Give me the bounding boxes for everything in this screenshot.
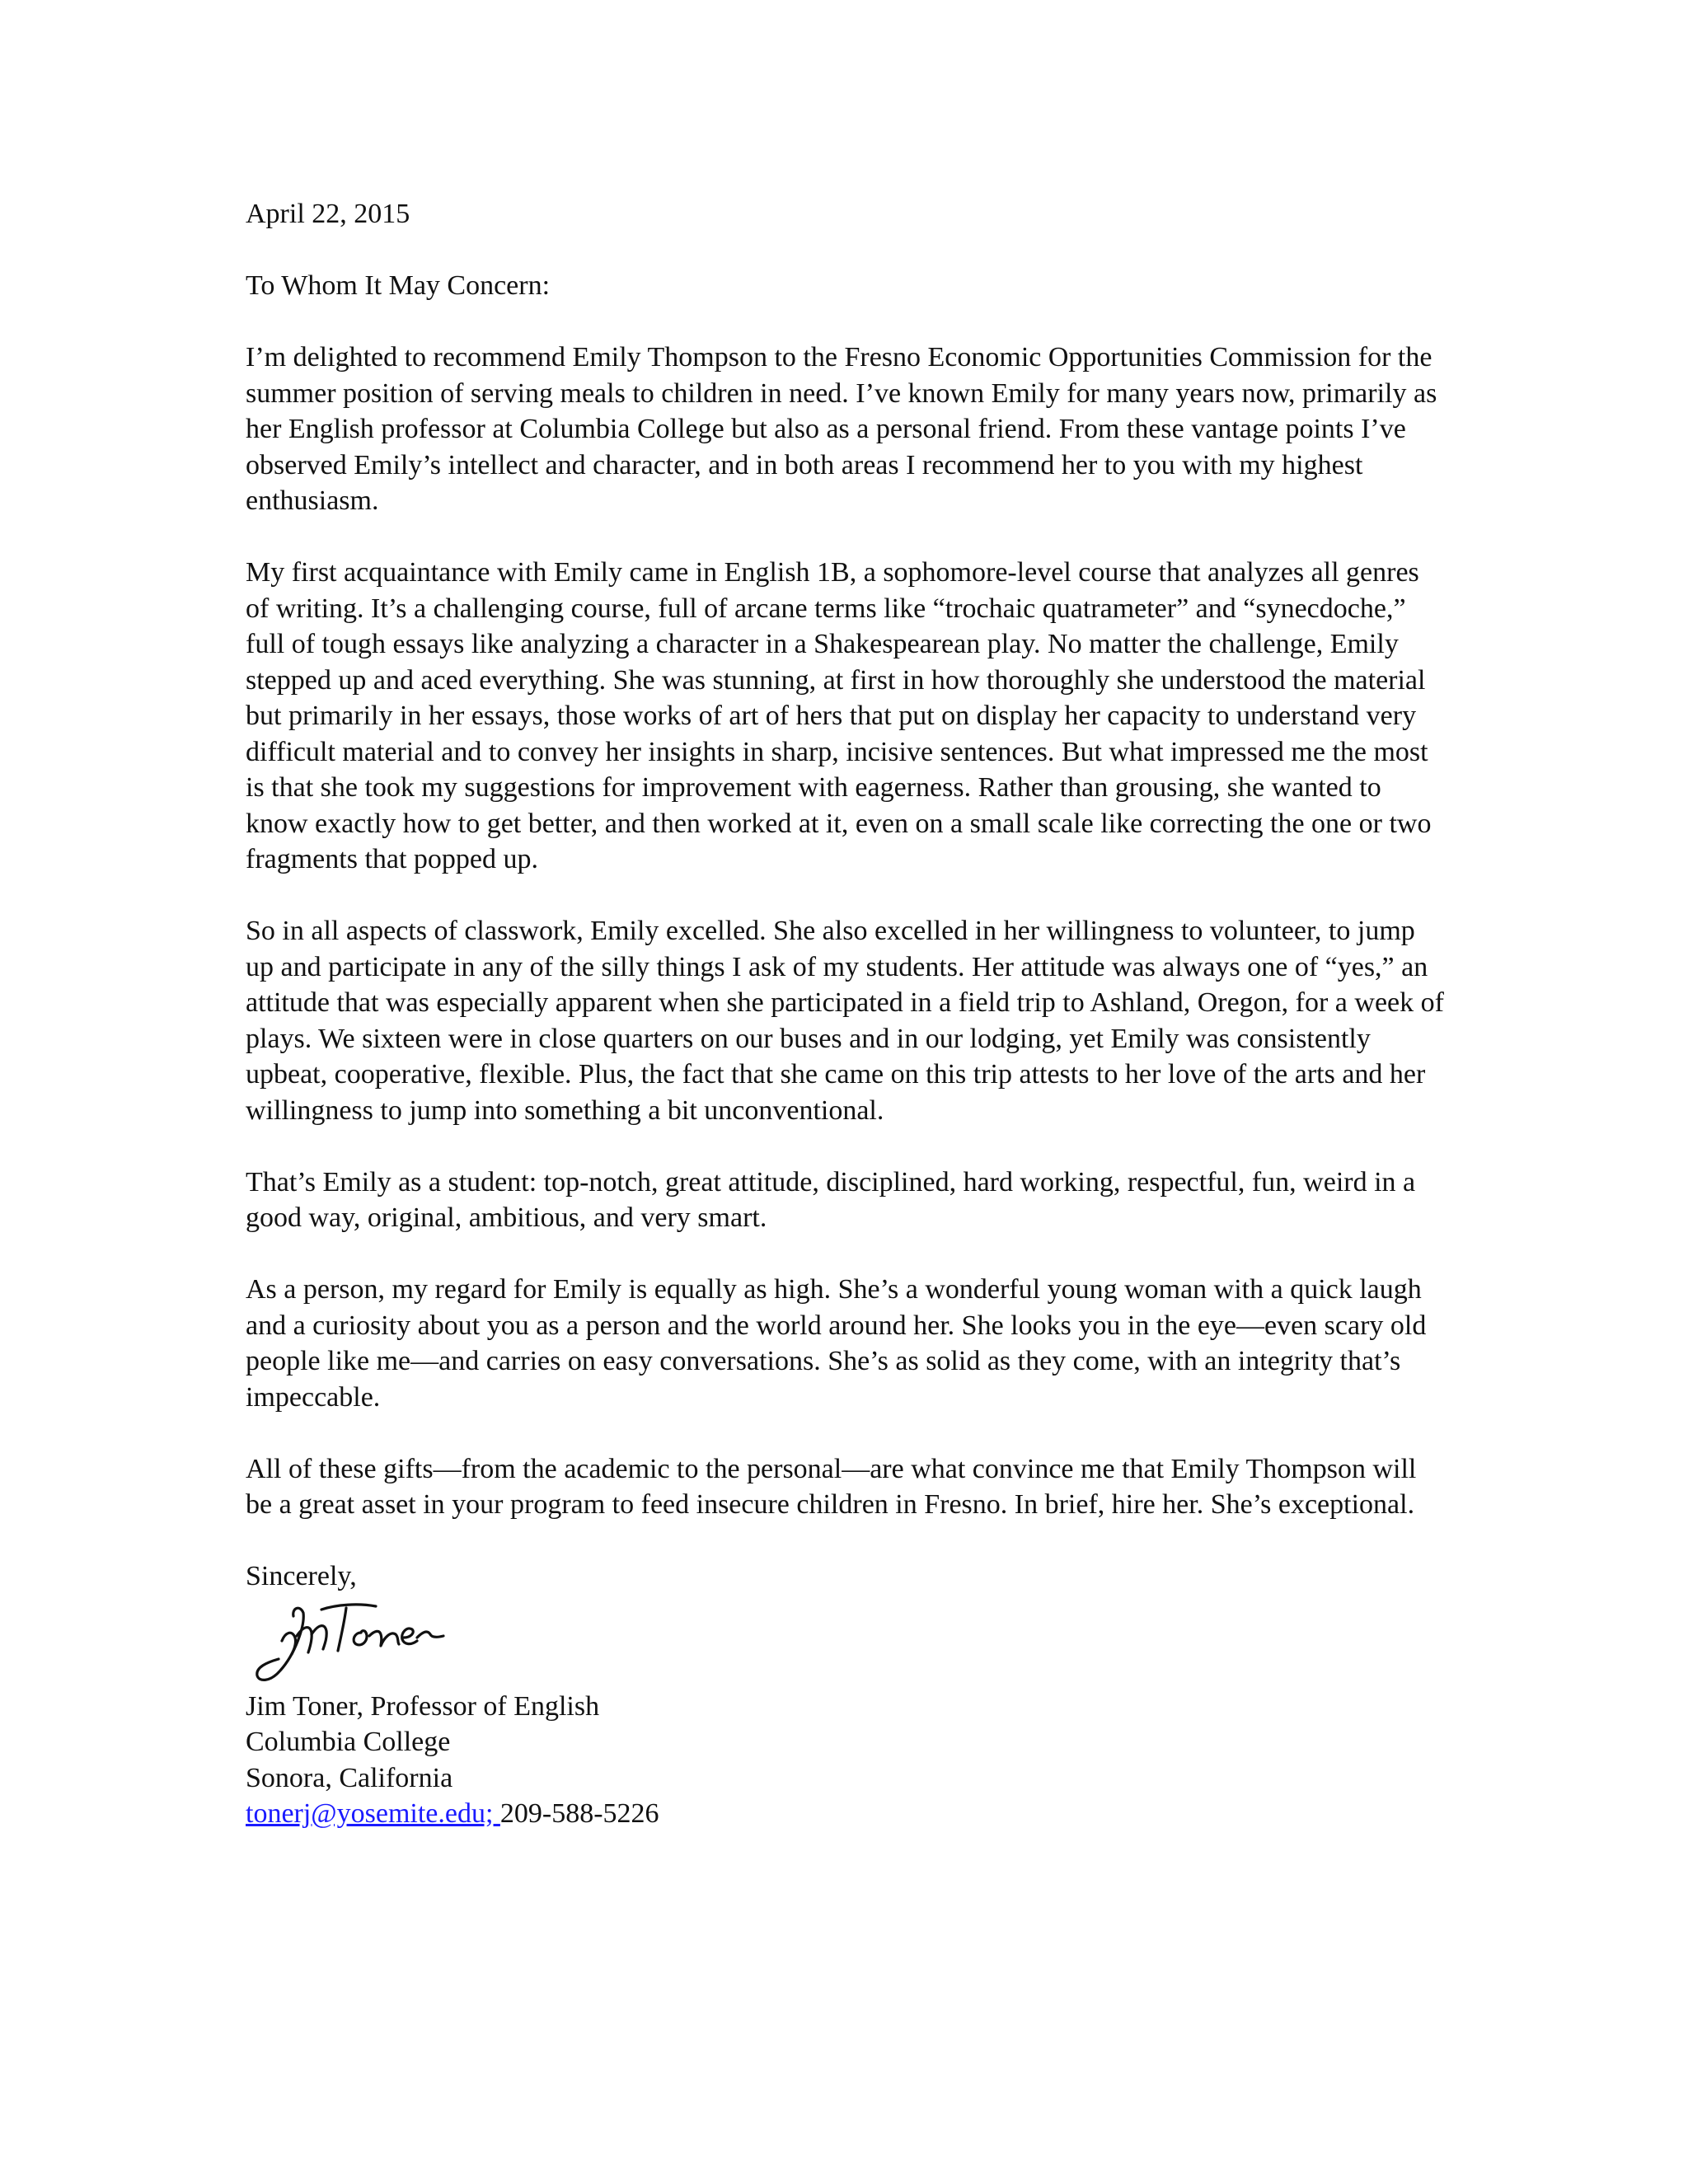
paragraph-coursework: My first acquaintance with Emily came in English 1B, a sophomore-level course that analyzes all genres of writing. It’s a challenging course, full of arcane terms like “trochaic quatrameter” and “synecdoche,” full of tough essays like analyzing a character in a Shakespearean play. No matter the challenge, Emily stepped up and aced everything. She was stunning, at first in how thoroughly she understood the material but primarily in her essays, those works of art of hers that put on display her capacity to understand very difficult material and to convey her insights in sharp, incisive sentences. But what impressed me the most is that she took my suggestions for improvement with eagerness. Rather than grousing, she wanted to know exactly how to get better, and then worked at it, even on a small scale like correcting the one or two fragments that popped up. — [246, 557, 1432, 874]
letter-date: April 22, 2015 — [246, 199, 410, 229]
paragraph-volunteer: So in all aspects of classwork, Emily excelled. She also excelled in her willingness to volunteer, to jump up and participate in any of the silly things I ask of my students. Her attitude was always one of “yes,” an attitude that was especially apparent when she participated in a field trip to Ashland, Oregon, for a week of plays. We sixteen were in close quarters on our buses and in our lodging, yet Emily was consistently upbeat, cooperative, flexible. Plus, the fact that she came on this trip attests to her love of the arts and her willingness to jump into something a bit unconventional. — [246, 916, 1444, 1126]
signer-location: Sonora, California — [246, 1762, 453, 1793]
closing: Sincerely, — [246, 1561, 357, 1591]
paragraph-conclusion: All of these gifts—from the academic to the personal—are what convince me that Emily Thompson will be a great asset in your program to feed insecure children in Fresno. In brief, hire her. She’s exceptional. — [246, 1453, 1417, 1520]
signer-phone: 209-588-5226 — [499, 1798, 659, 1829]
signer-block — [246, 1689, 1449, 1832]
signer-institution: Columbia College — [246, 1727, 451, 1757]
salutation: To Whom It May Concern: — [246, 270, 551, 301]
paragraph-personal: As a person, my regard for Emily is equally as high. She’s a wonderful young woman with a quick laugh and a curiosity about you as a person and the world around her. She looks you in the eye—even scary old people like me—and carries on easy conversations. She’s as solid as they come, with an integrity that’s impeccable. — [246, 1274, 1427, 1413]
email-link[interactable]: tonerj@yosemite.edu; — [246, 1798, 500, 1829]
paragraph-student-summary: That’s Emily as a student: top-notch, great attitude, disciplined, hard working, respectful, fun, weird in a good way, original, ambitious, and very smart. — [246, 1166, 1416, 1233]
signer-contact — [246, 1796, 1449, 1832]
paragraph-introduction: I’m delighted to recommend Emily Thompson to the Fresno Economic Opportunities Commission for the summer position of serving meals to children in need. I’ve known Emily for many years now, primarily as her English professor at Columbia College but also as a personal friend. From these vantage points I’ve observed Emily’s intellect and character, and in both areas I recommend her to you with my highest enthusiasm. — [246, 342, 1437, 516]
recommendation-letter — [246, 196, 1449, 1832]
signer-name-title: Jim Toner, Professor of English — [246, 1690, 600, 1722]
handwritten-signature — [246, 1596, 493, 1689]
